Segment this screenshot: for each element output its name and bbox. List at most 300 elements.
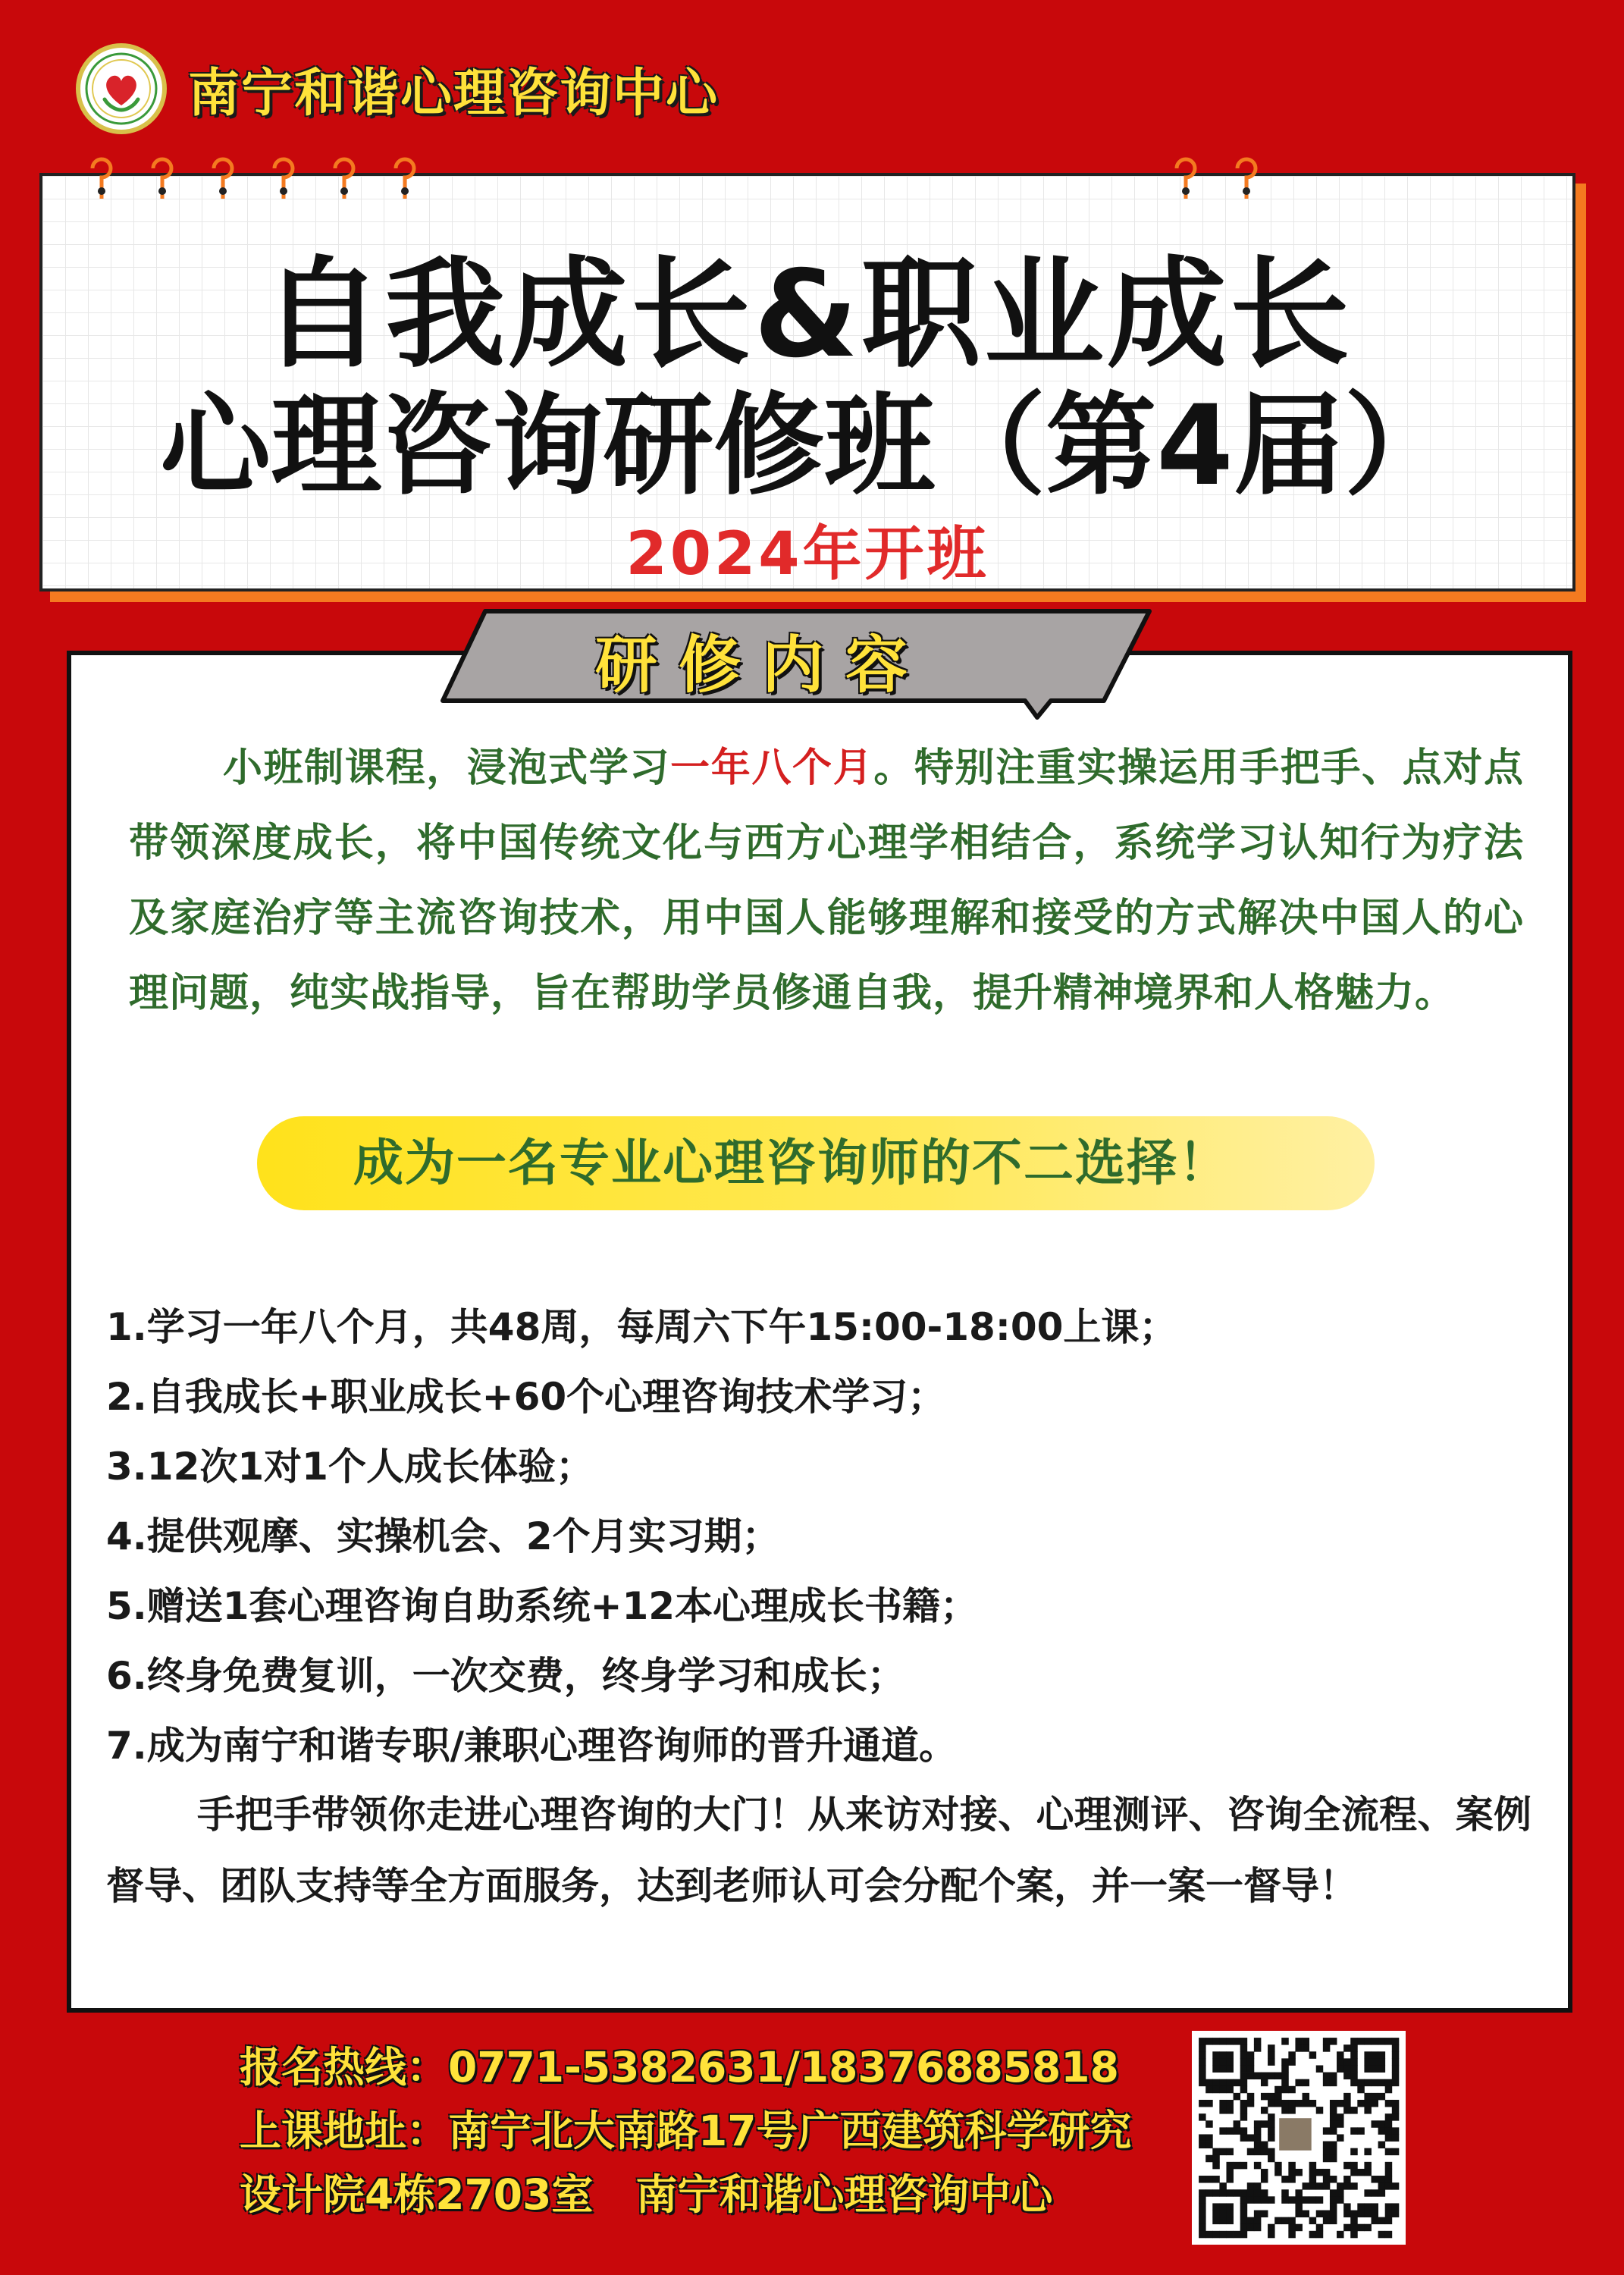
qr-module <box>1392 2058 1399 2065</box>
qr-module <box>1378 2217 1385 2224</box>
qr-module <box>1337 2065 1343 2072</box>
qr-module <box>1330 2203 1337 2210</box>
qr-module <box>1309 2100 1316 2107</box>
qr-module <box>1323 2217 1330 2224</box>
qr-module <box>1303 2044 1309 2051</box>
qr-module <box>1219 2182 1226 2189</box>
qr-module <box>1212 2203 1219 2210</box>
qr-module <box>1303 2079 1309 2086</box>
qr-module <box>1254 2189 1261 2196</box>
qr-module <box>1261 2142 1268 2148</box>
qr-module <box>1205 2231 1212 2238</box>
qr-module <box>1254 2127 1261 2134</box>
qr-module <box>1316 2107 1323 2113</box>
qr-module <box>1378 2093 1385 2100</box>
qr-module <box>1378 2176 1385 2182</box>
qr-module <box>1323 2044 1330 2051</box>
qr-module <box>1364 2058 1371 2065</box>
qr-module <box>1337 2113 1343 2120</box>
qr-module <box>1309 2051 1316 2058</box>
qr-module <box>1385 2038 1392 2044</box>
qr-module <box>1240 2196 1247 2203</box>
qr-module <box>1309 2176 1316 2182</box>
qr-module <box>1288 2196 1295 2203</box>
qr-module <box>1212 2051 1219 2058</box>
qr-module <box>1240 2127 1247 2134</box>
qr-module <box>1343 2162 1350 2169</box>
qr-module <box>1226 2038 1233 2044</box>
qr-module <box>1378 2142 1385 2148</box>
qr-module <box>1385 2231 1392 2238</box>
binder-ring-icon <box>391 155 419 200</box>
qr-module <box>1323 2169 1330 2176</box>
qr-module <box>1199 2134 1205 2141</box>
qr-module <box>1385 2134 1392 2141</box>
qr-module <box>1392 2065 1399 2072</box>
qr-module <box>1350 2038 1357 2044</box>
qr-module <box>1226 2231 1233 2238</box>
qr-module <box>1268 2044 1274 2051</box>
qr-module <box>1234 2231 1240 2238</box>
qr-module <box>1219 2038 1226 2044</box>
qr-module <box>1323 2148 1330 2155</box>
qr-module <box>1350 2231 1357 2238</box>
qr-module <box>1199 2079 1205 2086</box>
qr-module <box>1316 2065 1323 2072</box>
qr-module <box>1199 2231 1205 2238</box>
title-year: 2024年开班 <box>625 520 989 588</box>
qr-module <box>1330 2100 1337 2107</box>
qr-module <box>1337 2231 1343 2238</box>
qr-module <box>1234 2127 1240 2134</box>
qr-module <box>1385 2148 1392 2155</box>
qr-module <box>1364 2148 1371 2155</box>
qr-module <box>1205 2176 1212 2182</box>
qr-module <box>1330 2120 1337 2127</box>
qr-module <box>1240 2162 1247 2169</box>
feature-item: 6.终身免费复训，一次交费，终身学习和成长； <box>106 1654 905 1698</box>
qr-module <box>1219 2203 1226 2210</box>
qr-module <box>1337 2134 1343 2141</box>
qr-module <box>1205 2079 1212 2086</box>
qr-module <box>1281 2107 1288 2113</box>
qr-code[interactable] <box>1192 2031 1406 2245</box>
qr-module <box>1316 2224 1323 2231</box>
qr-module <box>1303 2100 1309 2107</box>
qr-module <box>1226 2211 1233 2217</box>
qr-module <box>1372 2189 1378 2196</box>
qr-module <box>1288 2051 1295 2058</box>
qr-module <box>1212 2231 1219 2238</box>
qr-module <box>1261 2176 1268 2182</box>
qr-module <box>1219 2217 1226 2224</box>
qr-module <box>1212 2079 1219 2086</box>
qr-module <box>1274 2169 1281 2176</box>
qr-module <box>1212 2189 1219 2196</box>
qr-module <box>1316 2211 1323 2217</box>
qr-module <box>1226 2148 1233 2155</box>
qr-module <box>1226 2169 1233 2176</box>
qr-module <box>1357 2100 1364 2107</box>
qr-module <box>1240 2113 1247 2120</box>
qr-module <box>1372 2217 1378 2224</box>
qr-module <box>1205 2100 1212 2107</box>
qr-module <box>1337 2189 1343 2196</box>
qr-module <box>1261 2211 1268 2217</box>
qr-module <box>1261 2148 1268 2155</box>
qr-module <box>1385 2079 1392 2086</box>
qr-module <box>1385 2169 1392 2176</box>
qr-module <box>1226 2079 1233 2086</box>
qr-module <box>1330 2038 1337 2044</box>
binder-ring-icon <box>209 155 237 200</box>
qr-module <box>1378 2038 1385 2044</box>
title-line-2: 心理咨询研修班（第4届） <box>160 381 1455 510</box>
qr-module <box>1240 2107 1247 2113</box>
qr-module <box>1392 2100 1399 2107</box>
qr-module <box>1378 2058 1385 2065</box>
qr-module <box>1212 2162 1219 2169</box>
qr-module <box>1247 2073 1254 2079</box>
qr-module <box>1372 2100 1378 2107</box>
qr-module <box>1247 2100 1254 2107</box>
qr-module <box>1254 2224 1261 2231</box>
qr-module <box>1372 2120 1378 2127</box>
qr-module <box>1350 2148 1357 2155</box>
qr-module <box>1364 2189 1371 2196</box>
qr-module <box>1254 2182 1261 2189</box>
qr-module <box>1240 2079 1247 2086</box>
qr-module <box>1240 2203 1247 2210</box>
qr-module <box>1254 2073 1261 2079</box>
qr-module <box>1343 2176 1350 2182</box>
qr-module <box>1247 2224 1254 2231</box>
qr-module <box>1337 2120 1343 2127</box>
qr-module <box>1247 2134 1254 2141</box>
qr-module <box>1199 2189 1205 2196</box>
qr-module <box>1337 2196 1343 2203</box>
qr-module <box>1199 2217 1205 2224</box>
qr-module <box>1268 2231 1274 2238</box>
qr-module <box>1372 2079 1378 2086</box>
qr-module <box>1254 2148 1261 2155</box>
feature-item: 7.成为南宁和谐专职/兼职心理咨询师的晋升通道。 <box>106 1724 958 1768</box>
qr-module <box>1364 2093 1371 2100</box>
qr-module <box>1199 2044 1205 2051</box>
qr-module <box>1240 2038 1247 2044</box>
qr-module <box>1343 2093 1350 2100</box>
qr-module <box>1254 2211 1261 2217</box>
qr-module <box>1295 2224 1302 2231</box>
qr-module <box>1364 2169 1371 2176</box>
qr-module <box>1323 2211 1330 2217</box>
qr-module <box>1219 2065 1226 2072</box>
qr-module <box>1261 2079 1268 2086</box>
qr-module <box>1205 2134 1212 2141</box>
qr-module <box>1240 2224 1247 2231</box>
qr-module <box>1350 2065 1357 2072</box>
qr-module <box>1323 2079 1330 2086</box>
qr-module <box>1240 2044 1247 2051</box>
qr-module <box>1205 2189 1212 2196</box>
qr-module <box>1212 2211 1219 2217</box>
contact-block <box>240 2035 1187 2226</box>
title-panel <box>39 173 1575 592</box>
qr-module <box>1385 2182 1392 2189</box>
qr-module <box>1234 2093 1240 2100</box>
qr-module <box>1205 2086 1212 2093</box>
qr-module <box>1357 2203 1364 2210</box>
binder-ring-icon <box>270 155 297 200</box>
qr-module <box>1343 2058 1350 2065</box>
qr-module <box>1372 2065 1378 2072</box>
qr-module <box>1330 2148 1337 2155</box>
qr-module <box>1357 2079 1364 2086</box>
qr-module <box>1261 2093 1268 2100</box>
qr-module <box>1350 2073 1357 2079</box>
qr-module <box>1323 2155 1330 2162</box>
qr-module <box>1261 2073 1268 2079</box>
qr-module <box>1392 2127 1399 2134</box>
qr-module <box>1372 2176 1378 2182</box>
binder-ring-icon <box>1172 155 1199 200</box>
qr-module <box>1268 2155 1274 2162</box>
qr-module <box>1364 2224 1371 2231</box>
qr-module <box>1316 2196 1323 2203</box>
qr-module <box>1343 2073 1350 2079</box>
qr-module <box>1350 2217 1357 2224</box>
qr-module <box>1337 2100 1343 2107</box>
qr-module <box>1219 2086 1226 2093</box>
qr-module <box>1303 2038 1309 2044</box>
qr-module <box>1226 2100 1233 2107</box>
qr-module <box>1205 2155 1212 2162</box>
qr-module <box>1350 2127 1357 2134</box>
contact-address-1: 上课地址：南宁北大南路17号广西建筑科学研究 <box>240 2107 1132 2155</box>
qr-module <box>1330 2155 1337 2162</box>
qr-module <box>1281 2196 1288 2203</box>
qr-module <box>1199 2100 1205 2107</box>
qr-module <box>1274 2100 1281 2107</box>
qr-module <box>1268 2196 1274 2203</box>
qr-module <box>1247 2058 1254 2065</box>
qr-module <box>1274 2073 1281 2079</box>
qr-module <box>1199 2211 1205 2217</box>
binder-ring-icon <box>1233 155 1260 200</box>
qr-module <box>1212 2176 1219 2182</box>
qr-module <box>1240 2065 1247 2072</box>
qr-module <box>1226 2176 1233 2182</box>
qr-module <box>1295 2189 1302 2196</box>
binder-ring-icon <box>149 155 176 200</box>
qr-module <box>1219 2148 1226 2155</box>
qr-module <box>1268 2073 1274 2079</box>
contact-phone: 报名热线：0771-5382631/18376885818 <box>240 2043 1119 2091</box>
qr-module <box>1254 2134 1261 2141</box>
qr-module <box>1323 2176 1330 2182</box>
feature-item: 5.赠送1套心理咨询自助系统+12本心理成长书籍； <box>106 1584 979 1628</box>
qr-module <box>1378 2051 1385 2058</box>
qr-module <box>1309 2217 1316 2224</box>
qr-module <box>1281 2079 1288 2086</box>
qr-module <box>1330 2113 1337 2120</box>
qr-module <box>1274 2162 1281 2169</box>
qr-module <box>1261 2169 1268 2176</box>
qr-module <box>1240 2058 1247 2065</box>
qr-module <box>1343 2065 1350 2072</box>
qr-module <box>1343 2224 1350 2231</box>
qr-module <box>1240 2189 1247 2196</box>
qr-module <box>1274 2086 1281 2093</box>
qr-module <box>1219 2211 1226 2217</box>
qr-module <box>1240 2086 1247 2093</box>
qr-module <box>1199 2142 1205 2148</box>
qr-module <box>1357 2169 1364 2176</box>
qr-module <box>1330 2176 1337 2182</box>
qr-module <box>1357 2211 1364 2217</box>
qr-module <box>1199 2038 1205 2044</box>
qr-module <box>1247 2189 1254 2196</box>
qr-module <box>1219 2058 1226 2065</box>
qr-module <box>1364 2162 1371 2169</box>
qr-module <box>1392 2051 1399 2058</box>
qr-module <box>1254 2120 1261 2127</box>
qr-module <box>1212 2038 1219 2044</box>
content-card <box>67 651 1572 2013</box>
qr-module <box>1219 2189 1226 2196</box>
qr-module <box>1372 2038 1378 2044</box>
qr-module <box>1268 2113 1274 2120</box>
qr-module <box>1309 2231 1316 2238</box>
qr-module <box>1268 2148 1274 2155</box>
qr-module <box>1309 2162 1316 2169</box>
contact-address-org: 南宁和谐心理咨询中心 <box>635 2170 1053 2219</box>
qr-module <box>1226 2189 1233 2196</box>
qr-module <box>1219 2107 1226 2113</box>
qr-module <box>1364 2079 1371 2086</box>
qr-module <box>1226 2051 1233 2058</box>
qr-module <box>1303 2196 1309 2203</box>
qr-module <box>1323 2142 1330 2148</box>
qr-module <box>1268 2100 1274 2107</box>
feature-item: 2.自我成长+职业成长+60个心理咨询技术学习； <box>106 1375 946 1419</box>
qr-module <box>1288 2176 1295 2182</box>
qr-module <box>1199 2058 1205 2065</box>
qr-module <box>1281 2038 1288 2044</box>
qr-module <box>1309 2182 1316 2189</box>
qr-module <box>1240 2211 1247 2217</box>
binder-ring-icon <box>331 155 358 200</box>
qr-module <box>1254 2142 1261 2148</box>
qr-module <box>1378 2182 1385 2189</box>
qr-module <box>1226 2058 1233 2065</box>
qr-module <box>1199 2051 1205 2058</box>
heart-hands-logo-icon <box>76 43 167 134</box>
qr-module <box>1268 2224 1274 2231</box>
qr-module <box>1219 2051 1226 2058</box>
qr-module <box>1343 2100 1350 2107</box>
qr-module <box>1323 2073 1330 2079</box>
org-name: 南宁和谐心理咨询中心 <box>188 63 720 124</box>
qr-module <box>1226 2162 1233 2169</box>
qr-module <box>1330 2073 1337 2079</box>
feature-list <box>106 1292 1532 1781</box>
qr-module <box>1268 2093 1274 2100</box>
qr-module <box>1295 2169 1302 2176</box>
qr-module <box>1295 2196 1302 2203</box>
qr-module <box>1385 2162 1392 2169</box>
header <box>76 39 719 138</box>
feature-item: 1.学习一年八个月，共48周，每周六下午15:00-18:00上课； <box>106 1305 1177 1349</box>
qr-module <box>1268 2127 1274 2134</box>
qr-module <box>1392 2211 1399 2217</box>
qr-module <box>1199 2073 1205 2079</box>
qr-module <box>1240 2100 1247 2107</box>
qr-module <box>1281 2058 1288 2065</box>
qr-module <box>1316 2182 1323 2189</box>
qr-module <box>1343 2203 1350 2210</box>
qr-module <box>1303 2093 1309 2100</box>
qr-module <box>1385 2113 1392 2120</box>
qr-module <box>1330 2107 1337 2113</box>
qr-module <box>1226 2065 1233 2072</box>
qr-module <box>1205 2038 1212 2044</box>
qr-module <box>1295 2038 1302 2044</box>
qr-module <box>1392 2038 1399 2044</box>
qr-module <box>1392 2073 1399 2079</box>
qr-module <box>1350 2169 1357 2176</box>
qr-module <box>1364 2065 1371 2072</box>
qr-module <box>1254 2044 1261 2051</box>
slogan: 成为一名专业心理咨询师的不二选择！ <box>353 1134 1230 1192</box>
qr-module <box>1226 2203 1233 2210</box>
qr-module <box>1247 2093 1254 2100</box>
qr-module <box>1219 2100 1226 2107</box>
qr-module <box>1212 2065 1219 2072</box>
qr-module <box>1254 2038 1261 2044</box>
qr-module <box>1234 2189 1240 2196</box>
qr-module <box>1219 2079 1226 2086</box>
qr-module <box>1247 2148 1254 2155</box>
qr-module <box>1281 2176 1288 2182</box>
qr-module <box>1392 2134 1399 2141</box>
qr-module <box>1199 2224 1205 2231</box>
qr-module <box>1378 2065 1385 2072</box>
closing-paragraph: 手把手带领你走进心理咨询的大门！从来访对接、心理测评、咨询全流程、案例督导、团队支持等全方面服务，达到老师认可会分配个案，并一案一督导！ <box>106 1793 1532 1908</box>
qr-module <box>1268 2134 1274 2141</box>
contact-address-room: 设计院4栋2703室 <box>240 2170 594 2219</box>
qr-module <box>1392 2079 1399 2086</box>
qr-module <box>1212 2148 1219 2155</box>
qr-module <box>1330 2217 1337 2224</box>
qr-module <box>1385 2176 1392 2182</box>
qr-module <box>1240 2073 1247 2079</box>
qr-module <box>1281 2073 1288 2079</box>
qr-module <box>1226 2217 1233 2224</box>
qr-module <box>1199 2203 1205 2210</box>
qr-module <box>1288 2107 1295 2113</box>
qr-module <box>1234 2162 1240 2169</box>
qr-module <box>1219 2231 1226 2238</box>
title-line-1: 自我成长&职业成长 <box>262 245 1353 384</box>
feature-item: 4.提供观摩、实操机会、2个月实习期； <box>106 1514 780 1558</box>
qr-module <box>1234 2079 1240 2086</box>
qr-module <box>1372 2051 1378 2058</box>
qr-module <box>1261 2189 1268 2196</box>
intro-paragraph <box>129 731 1524 1031</box>
qr-module <box>1357 2038 1364 2044</box>
qr-center-image <box>1278 2117 1312 2151</box>
